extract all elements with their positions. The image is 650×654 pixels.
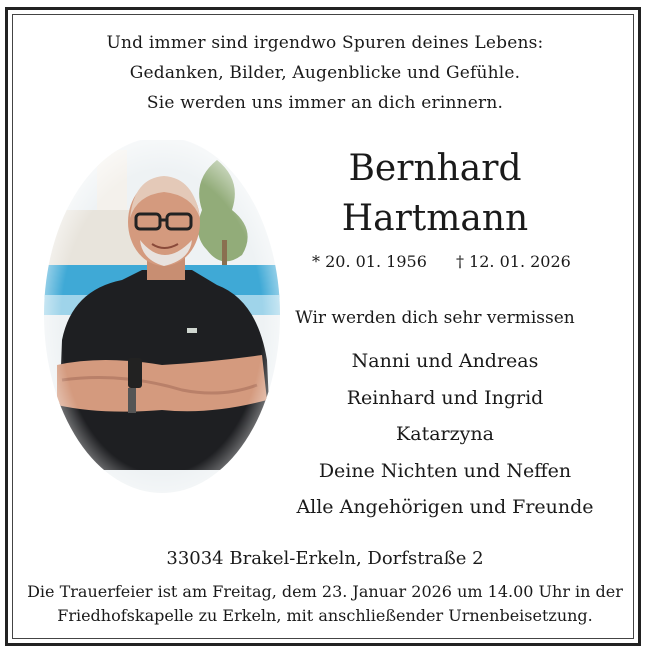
verse-line: Gedanken, Bilder, Augenblicke und Gefühle. [129, 63, 521, 83]
life-dates [300, 252, 570, 271]
memorial-verse [0, 28, 650, 118]
verse-line: Und immer sind irgendwo Spuren deines Lebens: [106, 33, 544, 53]
farewell-line: Wir werden dich sehr vermissen [295, 308, 575, 328]
deceased-last-name: Hartmann [341, 198, 529, 239]
mourner: Nanni und Andreas [351, 350, 539, 372]
verse-line: Sie werden uns immer an dich erinnern. [146, 93, 504, 113]
deceased-first-name: Bernhard [348, 148, 522, 189]
mourner: Deine Nichten und Neffen [318, 459, 572, 482]
death-date: † 12. 01. 2026 [455, 252, 571, 271]
mourner: Alle Angehörigen und Freunde [296, 496, 594, 518]
mourners-list [270, 343, 620, 526]
birth-date: * 20. 01. 1956 [312, 252, 427, 271]
portrait-photo [42, 140, 282, 500]
mourner: Katarzyna [396, 423, 494, 445]
service-line: Die Trauerfeier ist am Freitag, dem 23. Januar 2026 um 14.00 Uhr in der [27, 582, 623, 601]
service-line: Friedhofskapelle zu Erkeln, mit anschließender Urnenbeisetzung. [57, 606, 593, 625]
service-info [0, 580, 650, 628]
mourner: Reinhard und Ingrid [346, 386, 544, 409]
address: 33034 Brakel-Erkeln, Dorfstraße 2 [166, 548, 484, 569]
